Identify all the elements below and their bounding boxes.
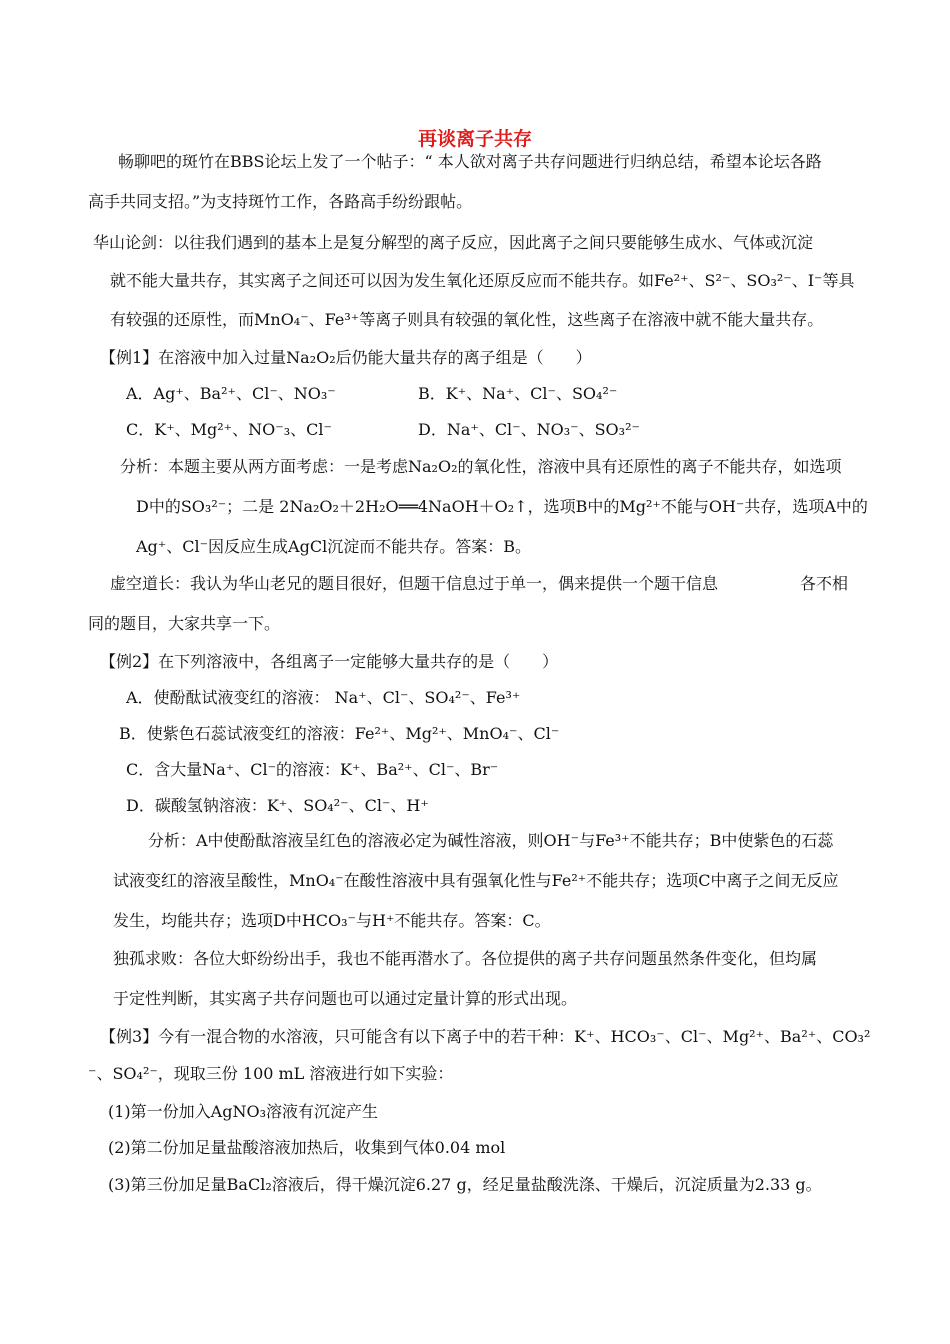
example-2-option-c: C．含大量Na⁺、Cl⁻的溶液：K⁺、Ba²⁺、Cl⁻、Br⁻ xyxy=(126,760,499,779)
example-3-step-2: (2)第二份加足量盐酸溶液加热后，收集到气体0.04 mol xyxy=(108,1138,506,1157)
huashan-line-3: 有较强的还原性，而MnO₄⁻、Fe³⁺等离子则具有较强的氧化性，这些离子在溶液中就不能大量共存。 xyxy=(110,310,824,329)
intro-line-2: 高手共同支招。”为支持斑竹工作，各路高手纷纷跟帖。 xyxy=(88,192,473,211)
intro-line-1: 畅聊吧的斑竹在BBS论坛上发了一个帖子：“ 本人欲对离子共存问题进行归纳总结，希望本论坛各路 xyxy=(118,152,822,171)
example-1-question: 【例1】在溶液中加入过量Na₂O₂后仍能大量共存的离子组是（ ） xyxy=(100,348,592,367)
example-2-analysis-line-3: 发生，均能共存；选项D中HCO₃⁻与H⁺不能共存。答案：C。 xyxy=(113,911,551,930)
dugu-line-1: 独孤求败：各位大虾纷纷出手，我也不能再潜水了。各位提供的离子共存问题虽然条件变化，但均属 xyxy=(113,949,818,968)
xukong-line-2: 同的题目，大家共享一下。 xyxy=(88,614,281,633)
example-2-option-b: B．使紫色石蕊试液变红的溶液：Fe²⁺、Mg²⁺、MnO₄⁻、Cl⁻ xyxy=(119,724,560,743)
example-2-analysis-line-1: 分析：A中使酚酞溶液呈红色的溶液必定为碱性溶液，则OH⁻与Fe³⁺不能共存；B中使紫色的石蕊 xyxy=(148,831,834,850)
example-2-question: 【例2】在下列溶液中，各组离子一定能够大量共存的是（ ） xyxy=(100,652,559,671)
example-1-analysis-line-1: 分析：本题主要从两方面考虑：一是考虑Na₂O₂的氧化性，溶液中具有还原性的离子不能共存，如选项 xyxy=(120,457,842,476)
example-1-analysis-line-2: D中的SO₃²⁻；二是 2Na₂O₂＋2H₂O══4NaOH＋O₂↑，选项B中的Mg²⁺不能与OH⁻共存，选项A中的 xyxy=(136,497,868,516)
example-3-question-line-2: ⁻、SO₄²⁻，现取三份 100 mL 溶液进行如下实验： xyxy=(88,1064,454,1083)
example-1-option-c: C．K⁺、Mg²⁺、NO⁻₃、Cl⁻ xyxy=(126,420,332,439)
xukong-line-1b: 各不相 xyxy=(800,574,849,593)
example-3-step-1: (1)第一份加入AgNO₃溶液有沉淀产生 xyxy=(108,1102,378,1121)
example-1-option-a: A．Ag⁺、Ba²⁺、Cl⁻、NO₃⁻ xyxy=(126,384,336,403)
dugu-line-2: 于定性判断，其实离子共存问题也可以通过定量计算的形式出现。 xyxy=(113,989,578,1008)
xukong-line-1a: 虚空道长：我认为华山老兄的题目很好，但题干信息过于单一，偶来提供一个题干信息 xyxy=(110,574,719,593)
example-2-option-a: A．使酚酞试液变红的溶液： Na⁺、Cl⁻、SO₄²⁻、Fe³⁺ xyxy=(126,688,521,707)
huashan-line-2: 就不能大量共存，其实离子之间还可以因为发生氧化还原反应而不能共存。如Fe²⁺、S²⁻、SO₃²⁻、I⁻等具 xyxy=(110,271,855,290)
example-1-option-d: D．Na⁺、Cl⁻、NO₃⁻、SO₃²⁻ xyxy=(418,420,640,439)
example-1-option-b: B．K⁺、Na⁺、Cl⁻、SO₄²⁻ xyxy=(418,384,618,403)
example-2-option-d: D．碳酸氢钠溶液：K⁺、SO₄²⁻、Cl⁻、H⁺ xyxy=(126,796,429,815)
example-3-step-3: (3)第三份加足量BaCl₂溶液后，得干燥沉淀6.27 g，经足量盐酸洗涤、干燥后，沉淀质量为2.33 g。 xyxy=(108,1175,822,1194)
example-2-analysis-line-2: 试液变红的溶液呈酸性，MnO₄⁻在酸性溶液中具有强氧化性与Fe²⁺不能共存；选项C中离子之间无反应 xyxy=(113,871,839,890)
example-1-analysis-line-3: Ag⁺、Cl⁻因反应生成AgCl沉淀而不能共存。答案：B。 xyxy=(136,537,531,556)
example-3-question-line-1: 【例3】今有一混合物的水溶液，只可能含有以下离子中的若干种：K⁺、HCO₃⁻、Cl⁻、Mg²⁺、Ba²⁺、CO₃² xyxy=(100,1027,871,1046)
page-title: 再谈离子共存 xyxy=(417,128,532,150)
huashan-line-1: 华山论剑：以往我们遇到的基本上是复分解型的离子反应，因此离子之间只要能够生成水、气体或沉淀 xyxy=(93,233,814,252)
